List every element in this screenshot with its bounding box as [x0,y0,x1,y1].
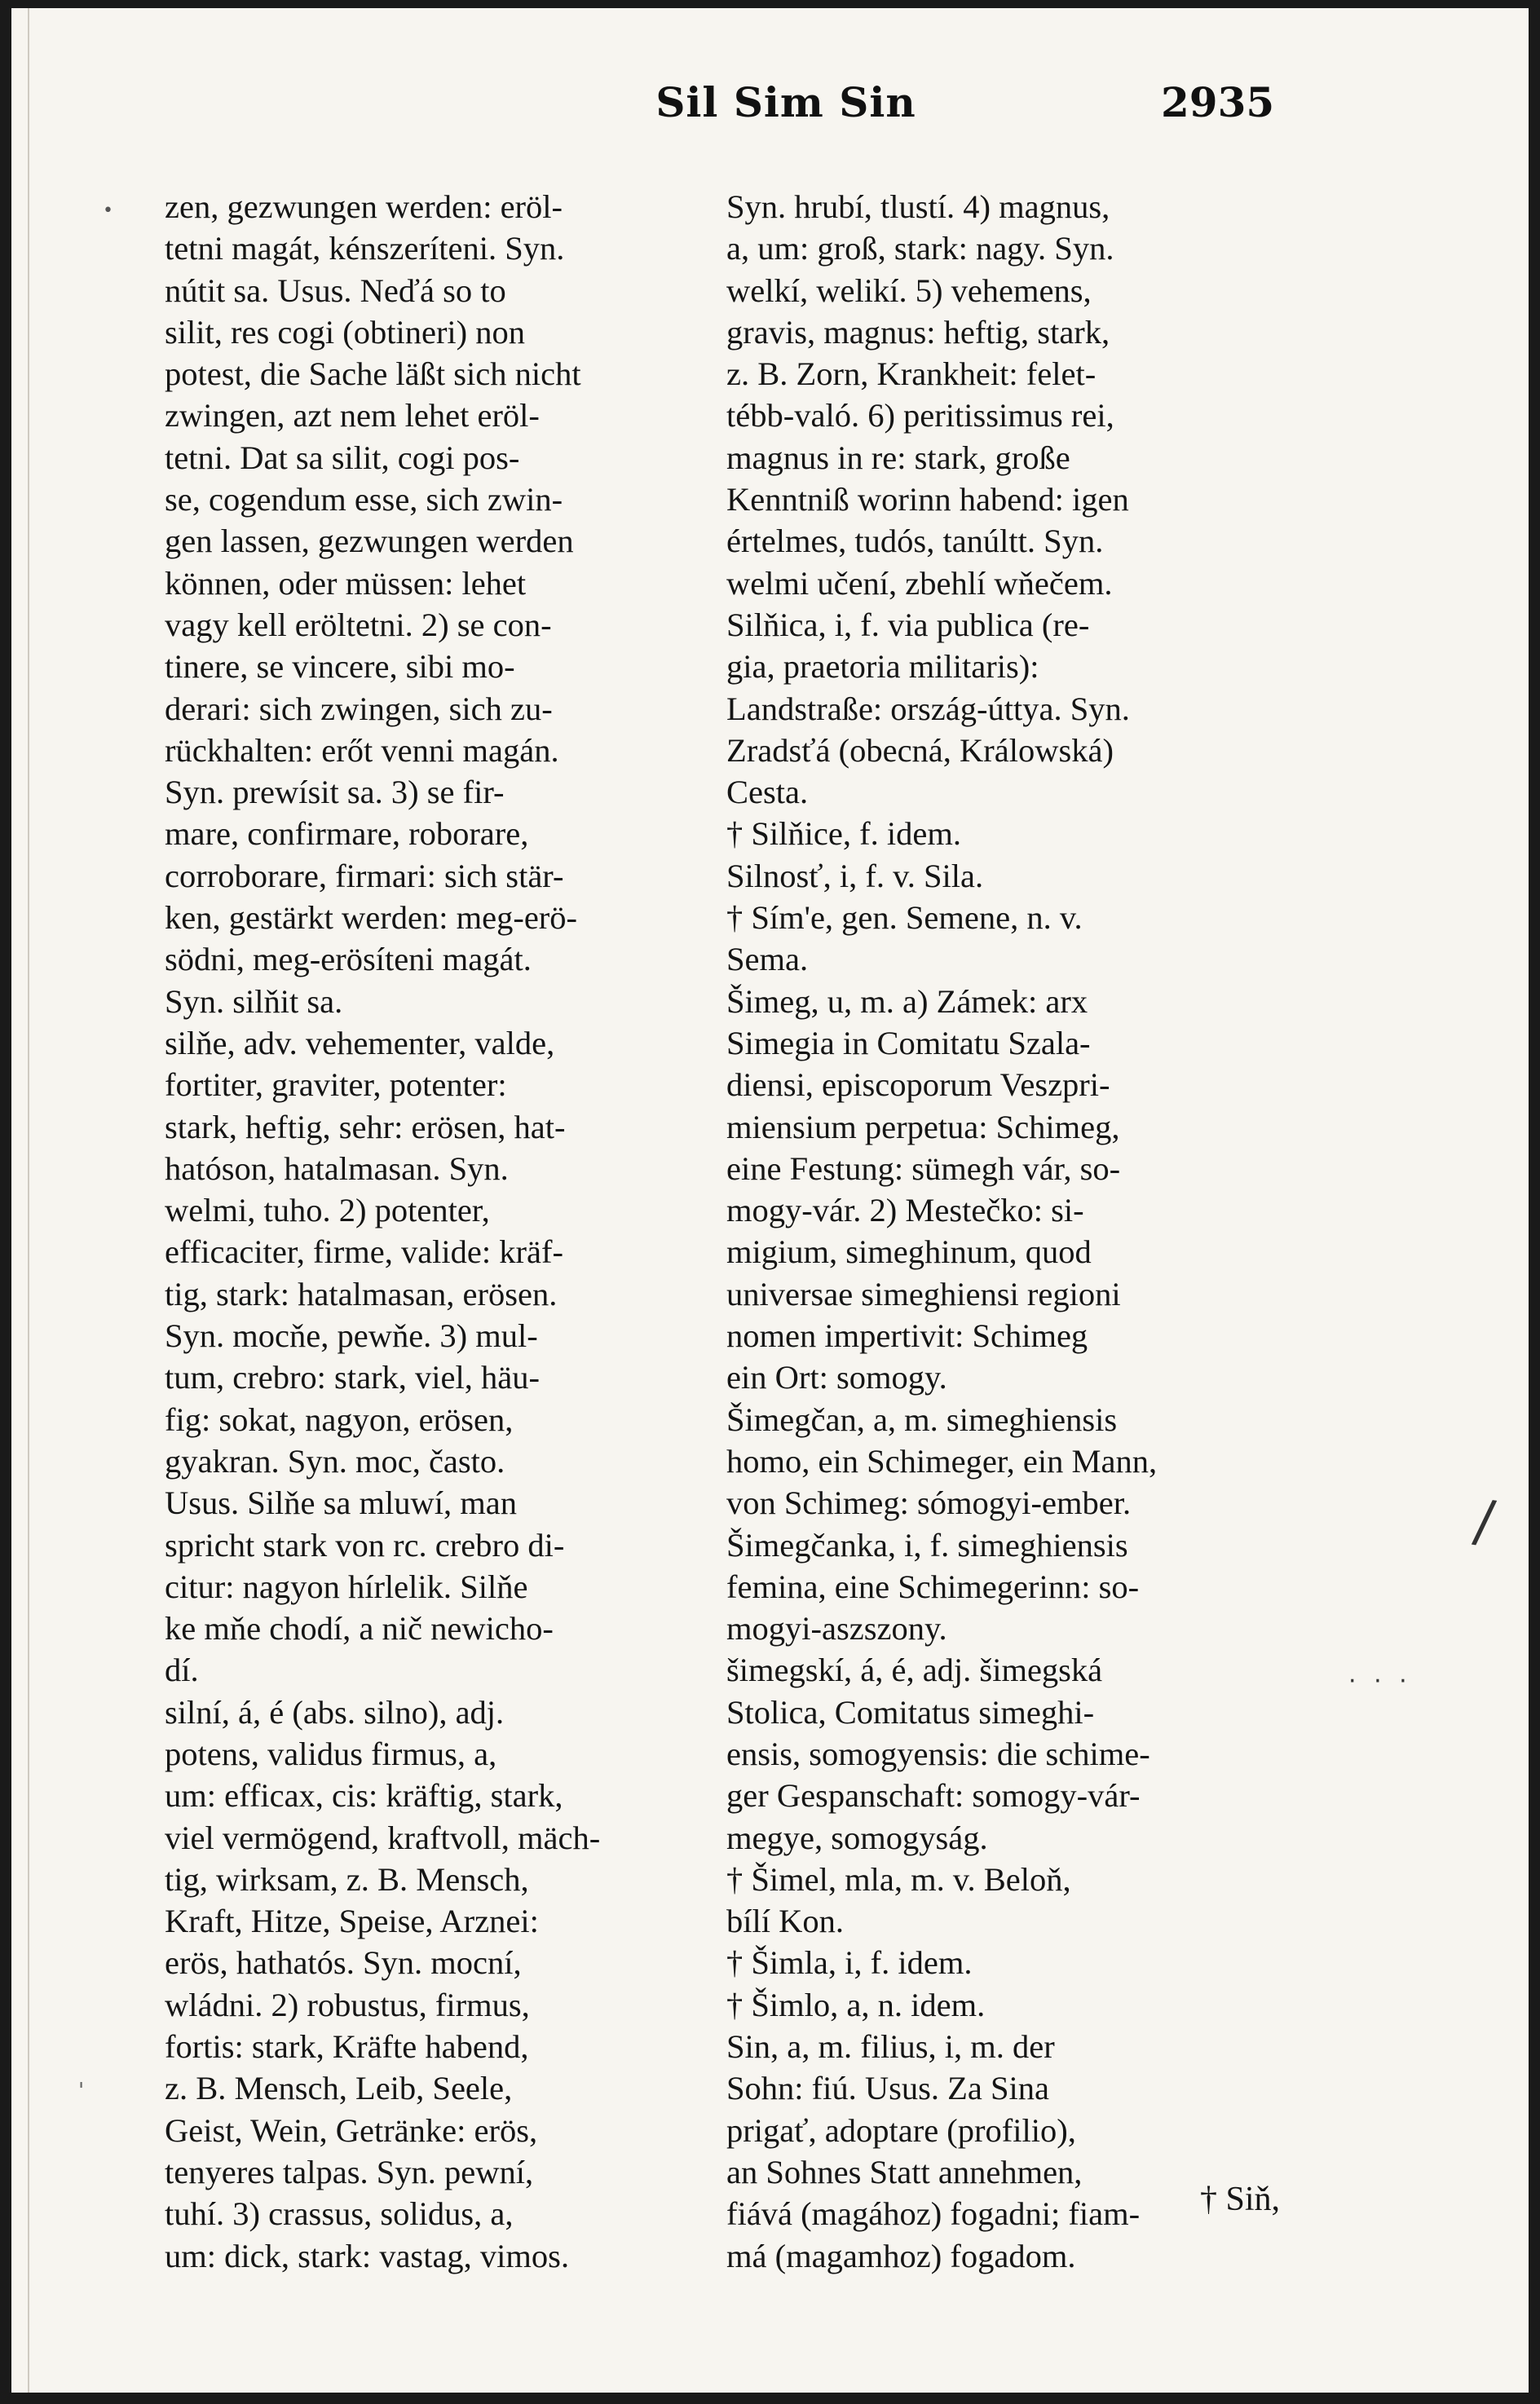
text-line: um: dick, stark: vastag, vimos. [165,2237,570,2274]
text-line: Kraft, Hitze, Speise, Arznei: [165,1903,539,1940]
margin-slash-mark: / [1470,1486,1499,1556]
text-line: Syn. mocňe, pewňe. 3) mul- [165,1317,538,1355]
text-line: Šimegčanka, i, f. simeghiensis [726,1526,1128,1564]
text-line: Syn. hrubí, tlustí. 4) magnus, [726,188,1110,225]
text-line: an Sohnes Statt annehmen, [726,2153,1083,2190]
text-line: ken, gestärkt werden: meg-erö- [165,899,578,937]
text-line: tig, wirksam, z. B. Mensch, [165,1860,529,1898]
text-line: se, cogendum esse, sich zwin- [165,481,563,518]
text-line: fortis: stark, Kräfte habend, [165,2028,529,2066]
text-line: Sema. [726,941,809,978]
dictionary-page [11,8,1529,2393]
text-line: Cesta. [726,774,809,811]
text-line: welmi, tuho. 2) potenter, [165,1192,490,1229]
text-line: mogy-vár. 2) Mestečko: si- [726,1192,1084,1229]
text-line: Stolica, Comitatus simeghi- [726,1693,1095,1731]
text-line: spricht stark von rc. crebro di- [165,1526,565,1564]
text-line: Silnosť, i, f. v. Sila. [726,857,984,894]
text-line: efficaciter, firme, valide: kräf- [165,1233,563,1271]
page-edge-rule [28,8,29,2393]
text-line: a, um: groß, stark: nagy. Syn. [726,230,1114,267]
text-line: fiává (magához) fogadni; fiam- [726,2195,1141,2233]
text-line: fortiter, graviter, potenter: [165,1066,507,1104]
text-line: gyakran. Syn. moc, často. [165,1442,505,1480]
text-line: potens, validus firmus, a, [165,1735,497,1772]
text-line: tig, stark: hatalmasan, erösen. [165,1275,558,1312]
text-line: megye, somogyság. [726,1819,988,1856]
text-line: † Šimel, mla, m. v. Beloň, [726,1860,1071,1898]
text-line: Geist, Wein, Getränke: erös, [165,2111,538,2149]
text-line: wládni. 2) robustus, firmus, [165,1986,530,2023]
text-line: homo, ein Schimeger, ein Mann, [726,1442,1158,1480]
text-line: citur: nagyon hírlelik. Silňe [165,1568,528,1605]
text-line: können, oder müssen: lehet [165,564,527,602]
text-line: miensium perpetua: Schimeg, [726,1108,1120,1145]
text-line: † Šimla, i, f. idem. [726,1944,973,1982]
margin-tick-mark: ' [78,2079,85,2103]
catchword: † Siň, [1199,2181,1280,2218]
text-line: migium, simeghinum, quod [726,1233,1092,1271]
text-line: silňe, adv. vehementer, valde, [165,1024,555,1061]
text-line: z. B. Mensch, Leib, Seele, [165,2070,513,2107]
left-column [165,186,703,2277]
text-line: stark, heftig, sehr: erösen, hat- [165,1108,566,1145]
margin-mark: • [103,201,113,221]
text-line: ein Ort: somogy. [726,1359,947,1396]
page-number: 2935 [1161,78,1275,126]
text-line: eine Festung: sümegh vár, so- [726,1149,1121,1187]
text-line: silit, res cogi (obtineri) non [165,313,526,351]
text-line: † Sím'e, gen. Semene, n. v. [726,899,1083,937]
text-line: Kenntniß worinn habend: igen [726,481,1129,518]
text-line: bílí Kon. [726,1903,845,1940]
text-line: erös, hathatós. Syn. mocní, [165,1944,522,1982]
text-line: derari: sich zwingen, sich zu- [165,690,553,727]
text-line: tetni magát, kénszeríteni. Syn. [165,230,565,267]
text-line: ensis, somogyensis: die schime- [726,1735,1150,1772]
text-line: von Schimeg: sómogyi-ember. [726,1484,1132,1522]
text-line: gen lassen, gezwungen werden [165,523,574,560]
text-line: † Silňice, f. idem. [726,815,961,853]
text-line: södni, meg-erösíteni magát. [165,941,532,978]
text-line: má (magamhoz) fogadom. [726,2237,1076,2274]
text-line: welmi učení, zbehlí wňečem. [726,564,1113,602]
text-line: diensi, episcoporum Veszpri- [726,1066,1110,1104]
text-line: tinere, se vincere, sibi mo- [165,648,515,686]
text-line: tuhí. 3) crassus, solidus, a, [165,2195,514,2233]
text-line: Zradsťá (obecná, Králowská) [726,731,1114,769]
text-line: nútit sa. Usus. Neďá so to [165,271,506,309]
text-line: mogyi-aszszony. [726,1610,947,1648]
text-line: tum, crebro: stark, viel, häu- [165,1359,540,1396]
text-line: viel vermögend, kraftvoll, mäch- [165,1819,601,1856]
text-line: zwingen, azt nem lehet eröl- [165,397,540,434]
text-line: tébb-való. 6) peritissimus rei, [726,397,1114,434]
text-line: um: efficax, cis: kräftig, stark, [165,1777,563,1815]
text-line: † Šimlo, a, n. idem. [726,1986,986,2023]
text-line: potest, die Sache läßt sich nicht [165,355,581,393]
text-line: gravis, magnus: heftig, stark, [726,313,1110,351]
text-line: universae simeghiensi regioni [726,1275,1121,1312]
text-line: gia, praetoria militaris): [726,648,1039,686]
text-line: Sohn: fiú. Usus. Za Sina [726,2070,1050,2107]
text-line: Šimeg, u, m. a) Zámek: arx [726,982,1088,1020]
text-line: zen, gezwungen werden: eröl- [165,188,563,225]
text-line: femina, eine Schimegerinn: so- [726,1568,1140,1605]
text-line: šimegskí, á, é, adj. šimegská [726,1652,1103,1689]
right-column [726,186,1297,2277]
text-line: z. B. Zorn, Krankheit: felet- [726,355,1097,393]
text-line: nomen impertivit: Schimeg [726,1317,1088,1355]
text-line: dí. [165,1652,199,1689]
text-line: Landstraße: ország-úttya. Syn. [726,690,1130,727]
text-line: Sin, a, m. filius, i, m. der [726,2028,1055,2066]
text-line: ke mňe chodí, a nič newicho- [165,1610,554,1648]
running-head: Sil Sim Sin [655,78,916,126]
text-line: hatóson, hatalmasan. Syn. [165,1149,509,1187]
text-line: vagy kell eröltetni. 2) se con- [165,606,552,643]
text-line: fig: sokat, nagyon, erösen, [165,1400,514,1438]
text-line: welkí, welikí. 5) vehemens, [726,271,1092,309]
text-line: Syn. silňit sa. [165,982,343,1020]
text-line: Šimegčan, a, m. simeghiensis [726,1400,1118,1438]
text-line: Syn. prewísit sa. 3) se fir- [165,774,505,811]
margin-dots-mark: · · · [1348,1667,1412,1696]
text-line: magnus in re: stark, große [726,439,1070,476]
text-line: prigať, adoptare (profilio), [726,2111,1076,2149]
text-line: ger Gespanschaft: somogy-vár- [726,1777,1141,1815]
text-line: silní, á, é (abs. silno), adj. [165,1693,505,1731]
text-line: tetni. Dat sa silit, cogi pos- [165,439,520,476]
text-line: corroborare, firmari: sich stär- [165,857,564,894]
text-line: Usus. Silňe sa mluwí, man [165,1484,517,1522]
text-line: mare, confirmare, roborare, [165,815,529,853]
text-line: tenyeres talpas. Syn. pewní, [165,2153,534,2190]
text-line: rückhalten: erőt venni magán. [165,731,559,769]
text-line: értelmes, tudós, tanúltt. Syn. [726,523,1104,560]
text-line: Silňica, i, f. via publica (re- [726,606,1090,643]
text-line: Simegia in Comitatu Szala- [726,1024,1091,1061]
